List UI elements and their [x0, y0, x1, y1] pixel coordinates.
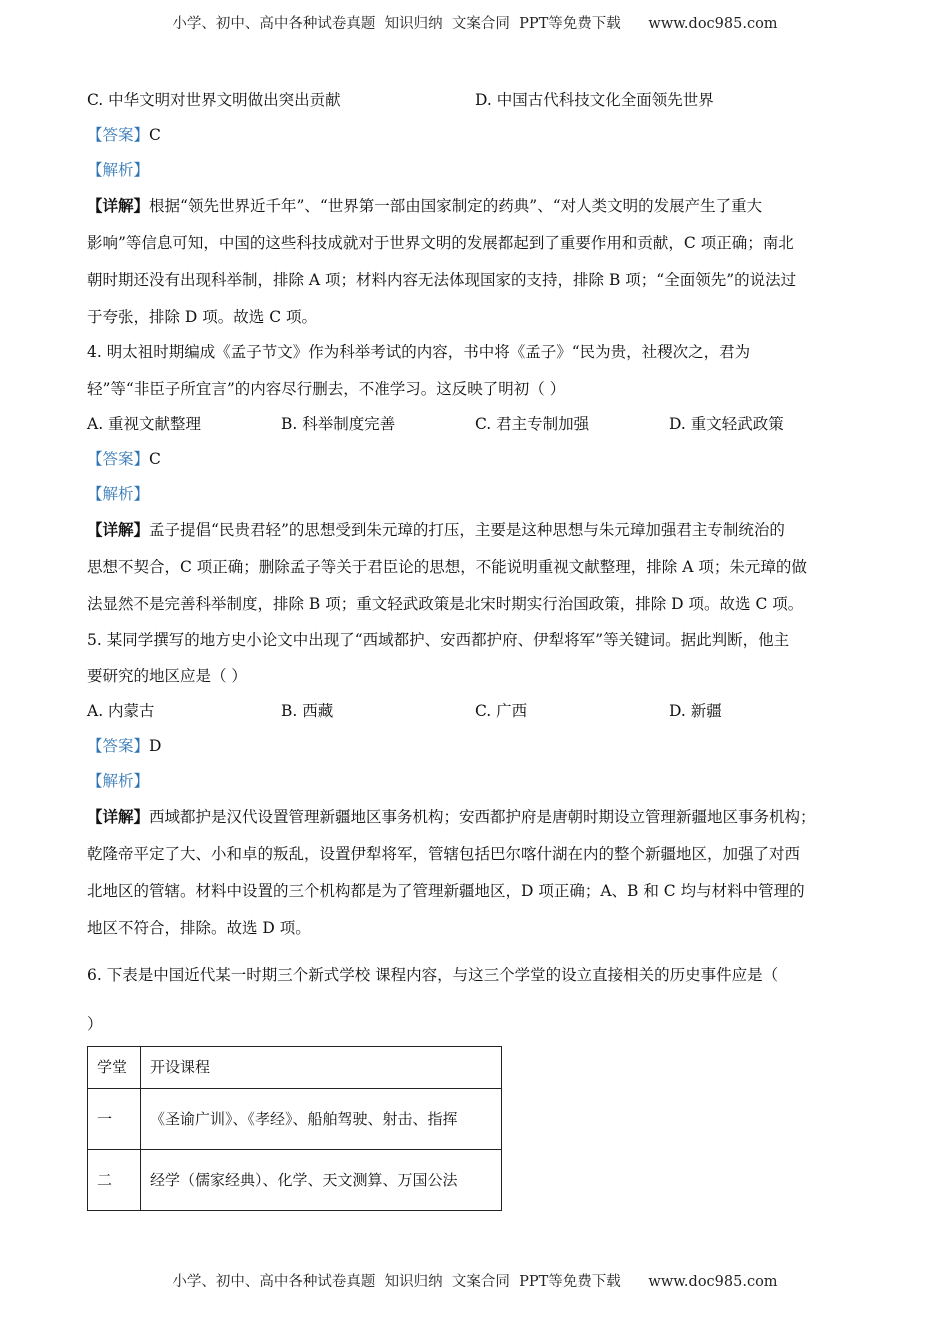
table-header-cell: 开设课程: [141, 1047, 502, 1089]
q3-option-c: C. 中华文明对世界文明做出突出贡献: [87, 91, 341, 109]
q5-option-b: B. 西藏: [281, 702, 334, 720]
table-header-row: [88, 1047, 502, 1089]
detail-text: 根据“领先世界近千年”、“世界第一部由国家制定的药典”、“对人类文明的发展产生了重大: [149, 197, 763, 215]
q4-stem-line: 轻”等“非臣子所宜言”的内容尽行删去，不准学习。这反映了明初（ ）: [87, 380, 566, 398]
q4-stem-line: 4. 明太祖时期编成《孟子节文》作为科举考试的内容，书中将《孟子》“民为贵，社稷次之，君为: [87, 343, 751, 361]
q3-options-row: [87, 90, 887, 110]
q4-option-a: A. 重视文献整理: [87, 415, 202, 433]
q5-stem-line: 要研究的地区应是（ ）: [87, 667, 247, 685]
q4-detail-line: 思想不契合，C 项正确；删除孟子等关于君臣论的思想，不能说明重视文献整理，排除 A 项；朱元璋的做: [87, 558, 807, 576]
q3-detail-line: 于夸张，排除 D 项。故选 C 项。: [87, 308, 317, 326]
q4-option-c: C. 君主专制加强: [475, 415, 590, 433]
q3-detail-line: 影响”等信息可知，中国的这些科技成就对于世界文明的发展都起到了重要作用和贡献，C 项正确；南北: [87, 234, 794, 252]
q5-detail-line: [87, 807, 816, 827]
q5-detail-line: 地区不符合，排除。故选 D 项。: [87, 919, 311, 937]
q4-options-row: [87, 414, 887, 434]
q5-answer: [87, 736, 161, 756]
q4-detail-line: [87, 520, 785, 540]
answer-label: 【答案】: [87, 126, 150, 144]
detail-label: 【详解】: [87, 520, 150, 539]
table-row: [88, 1150, 502, 1211]
table-cell: 二: [88, 1150, 141, 1211]
page-footer: 小学、初中、高中各种试卷真题 知识归纳 文案合同 PPT等免费下载 www.doc985.com: [172, 1274, 778, 1290]
table-cell: 《圣谕广训》、《孝经》、船舶驾驶、射击、指挥: [141, 1089, 502, 1150]
q3-answer: [87, 125, 161, 145]
detail-label: 【详解】: [87, 807, 150, 826]
table-cell: 一: [88, 1089, 141, 1150]
q5-detail-line: 乾隆帝平定了大、小和卓的叛乱，设置伊犁将军，管辖包括巴尔喀什湖在内的整个新疆地区，加强了对西: [87, 845, 801, 863]
q4-answer: [87, 449, 161, 469]
answer-label: 【答案】: [87, 450, 150, 468]
q3-option-d: D. 中国古代科技文化全面领先世界: [475, 91, 714, 109]
detail-text: 孟子提倡“民贵君轻”的思想受到朱元璋的打压，主要是这种思想与朱元璋加强君主专制统治的: [149, 521, 785, 539]
q5-options-row: [87, 701, 887, 721]
q5-option-a: A. 内蒙古: [87, 702, 155, 720]
q4-detail-line: 法显然不是完善科举制度，排除 B 项；重文轻武政策是北宋时期实行治国政策，排除 D 项。故选 C 项。: [87, 595, 804, 613]
q5-option-d: D. 新疆: [669, 702, 722, 720]
answer-value: C: [149, 126, 161, 144]
q6-stem-line: 6. 下表是中国近代某一时期三个新式学校 课程内容，与这三个学堂的设立直接相关的历史事件应是（: [87, 966, 779, 984]
q6-stem-line: ）: [87, 1015, 103, 1033]
detail-label: 【详解】: [87, 196, 150, 215]
answer-value: D: [149, 737, 162, 755]
page-header: 小学、初中、高中各种试卷真题 知识归纳 文案合同 PPT等免费下载 www.doc985.com: [172, 16, 778, 32]
q4-option-b: B. 科举制度完善: [281, 415, 396, 433]
q4-option-d: D. 重文轻武政策: [669, 415, 784, 433]
table-header-cell: 学堂: [88, 1047, 141, 1089]
q3-detail-line: 朝时期还没有出现科举制，排除 A 项；材料内容无法体现国家的支持，排除 B 项；“全面领先”的说法过: [87, 271, 797, 289]
q4-analysis-label: 【解析】: [87, 485, 150, 503]
q5-analysis-label: 【解析】: [87, 772, 150, 790]
q3-detail-line: [87, 196, 762, 216]
detail-text: 西域都护是汉代设置管理新疆地区事务机构；安西都护府是唐朝时期设立管理新疆地区事务机构；: [149, 808, 816, 826]
q5-stem-line: 5. 某同学撰写的地方史小论文中出现了“西域都护、安西都护府、伊犁将军”等关键词。据此判断，他主: [87, 631, 790, 649]
table-row: [88, 1089, 502, 1150]
table-cell: 经学（儒家经典）、化学、天文测算、万国公法: [141, 1150, 502, 1211]
q5-detail-line: 北地区的管辖。材料中设置的三个机构都是为了管理新疆地区，D 项正确；A、B 和 C 均与材料中管理的: [87, 882, 805, 900]
q3-analysis-label: 【解析】: [87, 161, 150, 179]
answer-value: C: [149, 450, 161, 468]
school-courses-table: [87, 1046, 502, 1211]
answer-label: 【答案】: [87, 737, 150, 755]
q5-option-c: C. 广西: [475, 702, 528, 720]
